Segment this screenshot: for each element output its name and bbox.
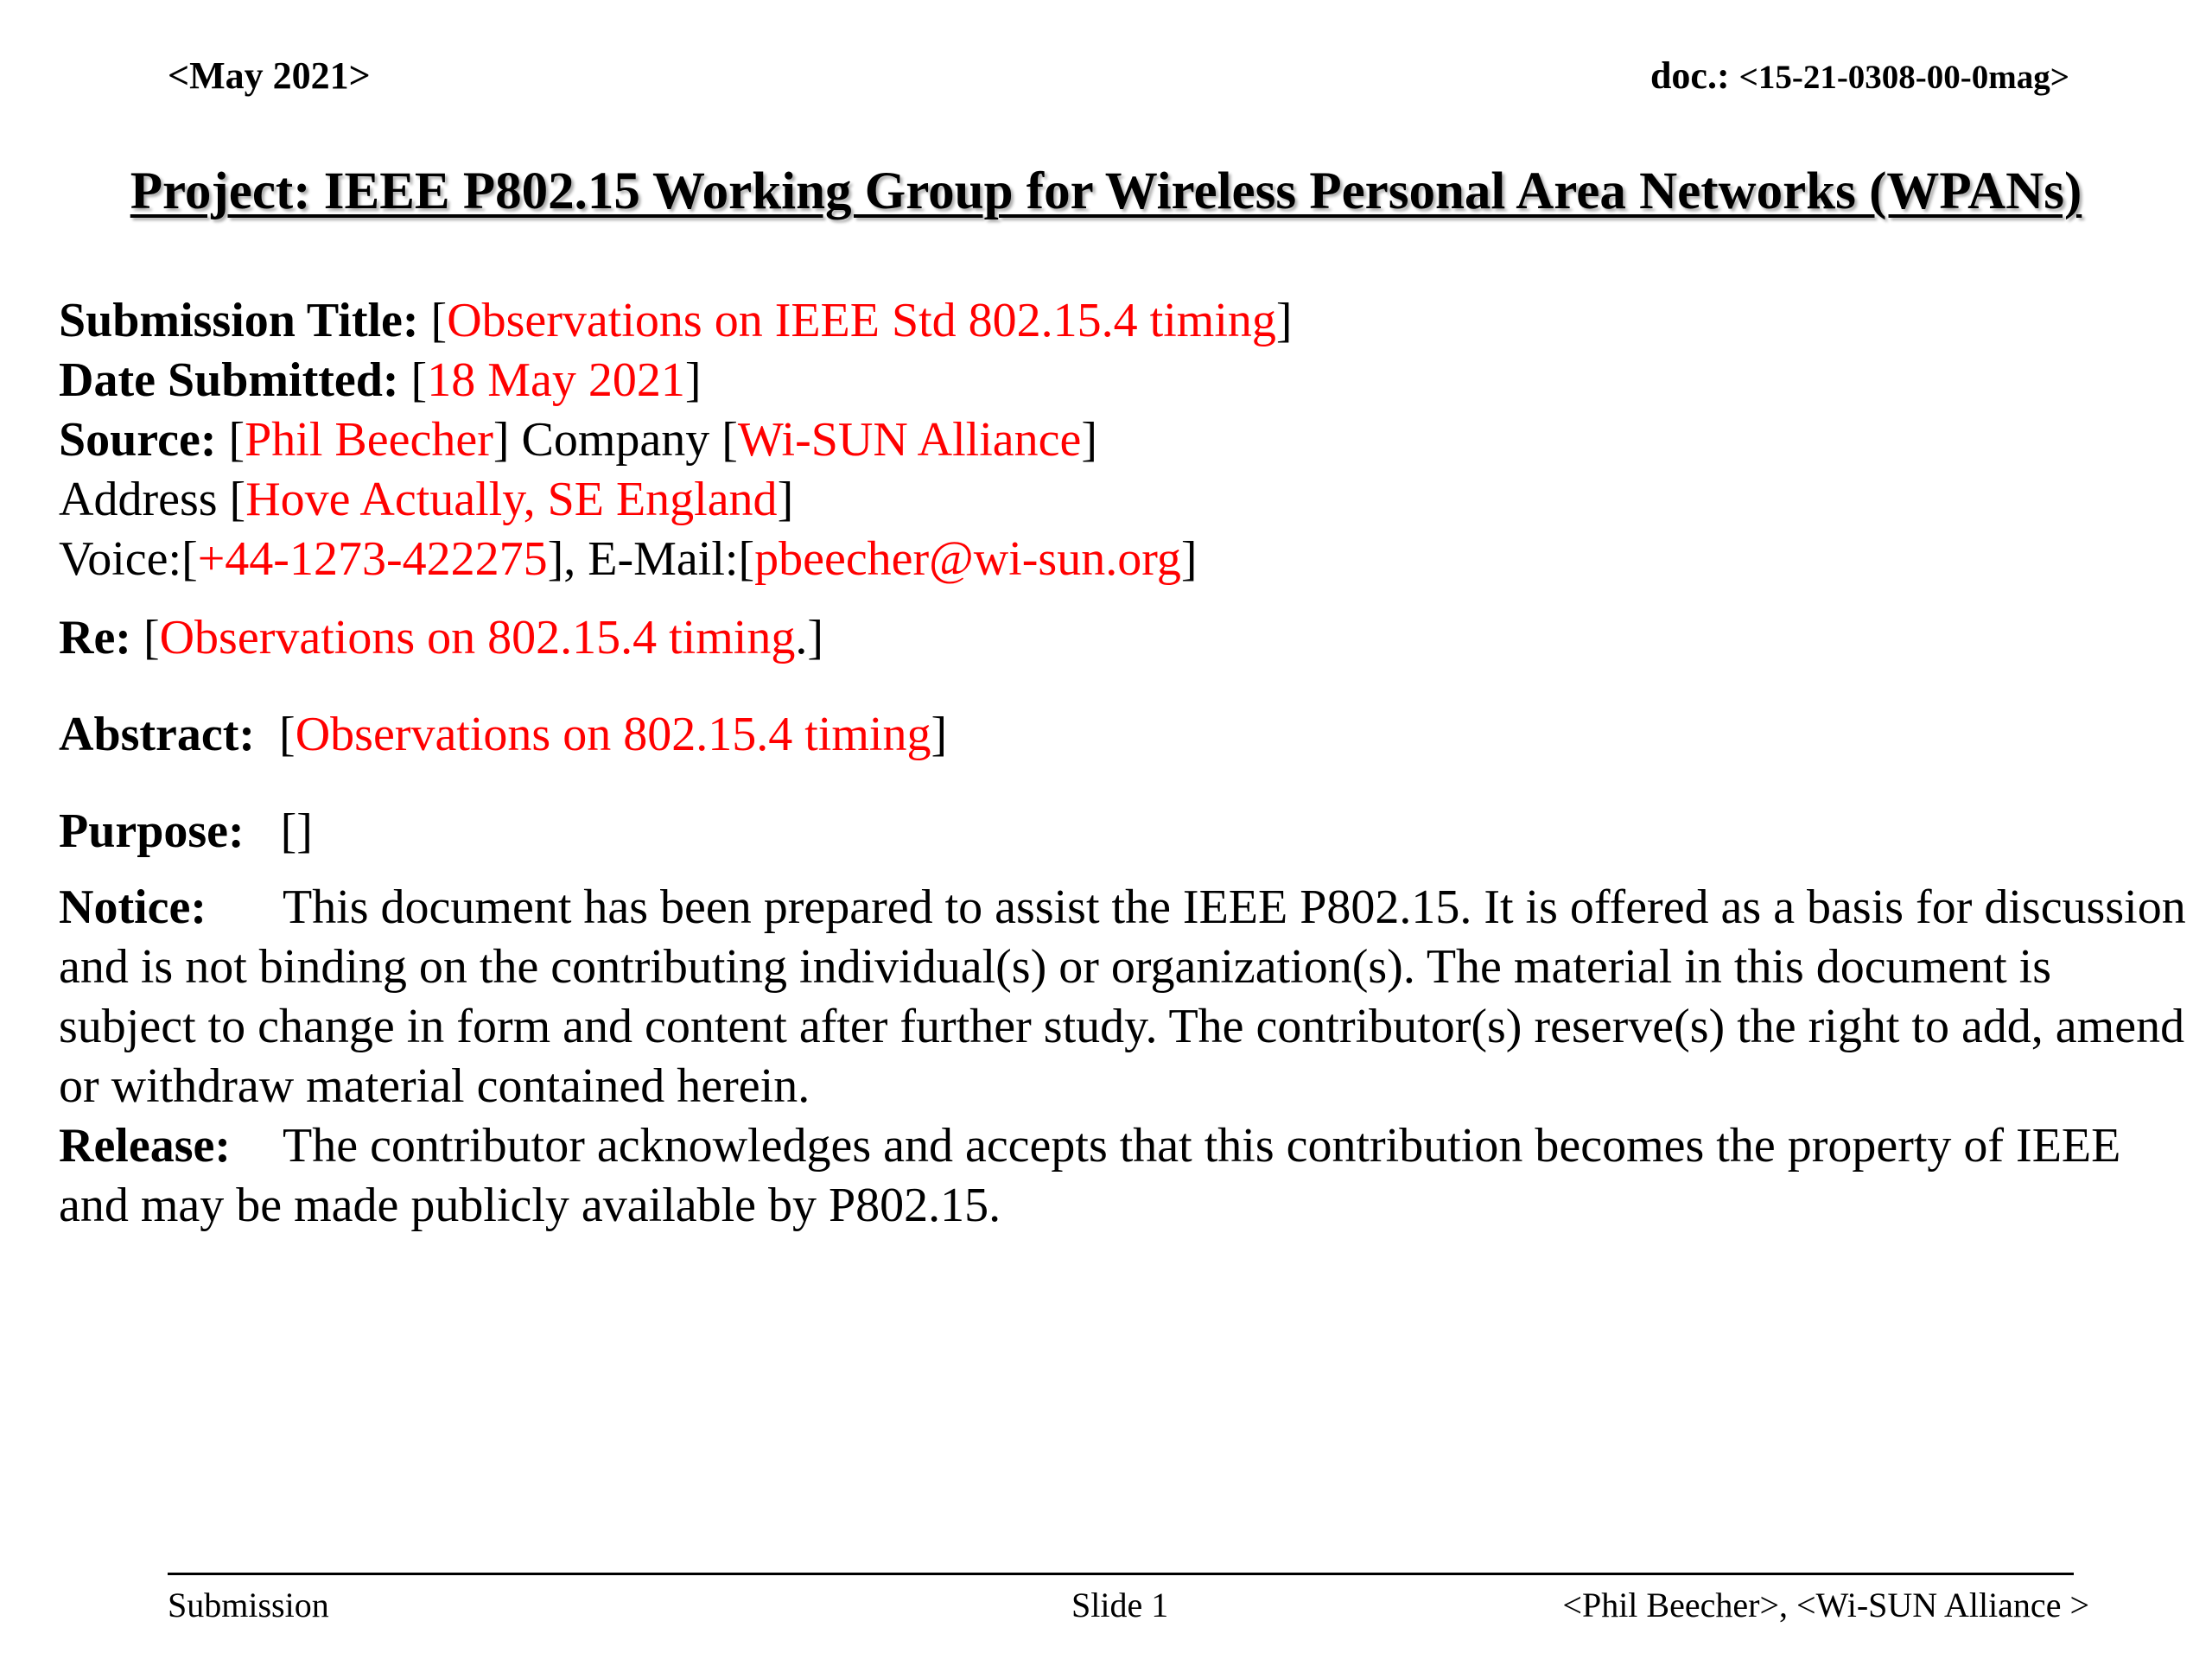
purpose-line [59,804,313,858]
abstract-value: Observations on 802.15.4 timing [295,708,931,761]
abstract-label: Abstract: [59,708,256,761]
address-line: Address [Hove Actually, SE England] [59,473,794,526]
address-value: Hove Actually, SE England [245,473,778,526]
submission-title-value: Observations on IEEE Std 802.15.4 timing [447,294,1276,347]
purpose-value: [] [280,804,313,858]
abstract-line: Abstract: [Observations on 802.15.4 timing] [59,708,948,761]
doc-label: doc.: [1649,54,1739,97]
release-paragraph [59,1116,2193,1236]
notice-text: This document has been prepared to assist the IEEE P802.15. It is offered as a basis for discussion and is not binding on the contributing individual(s) or organization(s). The material in this document is subject to change in form and content after further study. The contributor(s) reserve(s) the right to add, amend or withdraw material contained herein. [59,880,2186,1113]
purpose-label: Purpose: [59,804,245,858]
date-submitted-value: 18 May 2021 [427,353,685,407]
footer-submission: Submission [168,1586,329,1624]
re-label: Re: [59,611,131,664]
source-label: Source: [59,413,217,467]
company-label: Company [521,413,710,467]
voice-value: +44-1273-422275 [197,532,548,586]
submission-title-label: Submission Title: [59,294,419,347]
header-date: <May 2021> [168,54,371,97]
footer-slide-number: Slide 1 [1071,1586,1169,1624]
footer-divider [168,1573,2074,1575]
re-line: Re: [Observations on 802.15.4 timing.] [59,611,824,664]
notice-paragraph [59,878,2193,1116]
header-doc-id [1649,54,2069,97]
address-label: Address [59,473,218,526]
re-value: Observations on 802.15.4 timing [159,611,796,664]
source-value: Phil Beecher [245,413,493,467]
company-value: Wi-SUN Alliance [737,413,1082,467]
notice-release-block [59,878,2193,1236]
email-label: E-Mail: [588,532,739,586]
contact-line: Voice:[+44-1273-422275], E-Mail:[pbeecher@wi-sun.org] [59,532,1198,586]
date-submitted-label: Date Submitted: [59,353,399,407]
source-line: Source: [Phil Beecher] Company [Wi-SUN Alliance] [59,413,1098,467]
release-text: The contributor acknowledges and accepts that this contribution becomes the property of IEEE and may be made publicly available by P802.15. [59,1119,2121,1232]
release-label: Release: [59,1119,232,1173]
footer-author: <Phil Beecher>, <Wi-SUN Alliance > [1562,1586,2089,1624]
voice-label: Voice: [59,532,182,586]
project-title: Project: IEEE P802.15 Working Group for Wireless Personal Area Networks (WPANs) [130,162,2082,220]
submission-title-line: Submission Title: [Observations on IEEE Std 802.15.4 timing] [59,294,1293,347]
doc-code: <15-21-0308-00-0mag> [1738,59,2069,96]
date-submitted-line: Date Submitted: [18 May 2021] [59,353,702,407]
email-value: pbeecher@wi-sun.org [754,532,1181,586]
notice-label: Notice: [59,880,207,934]
